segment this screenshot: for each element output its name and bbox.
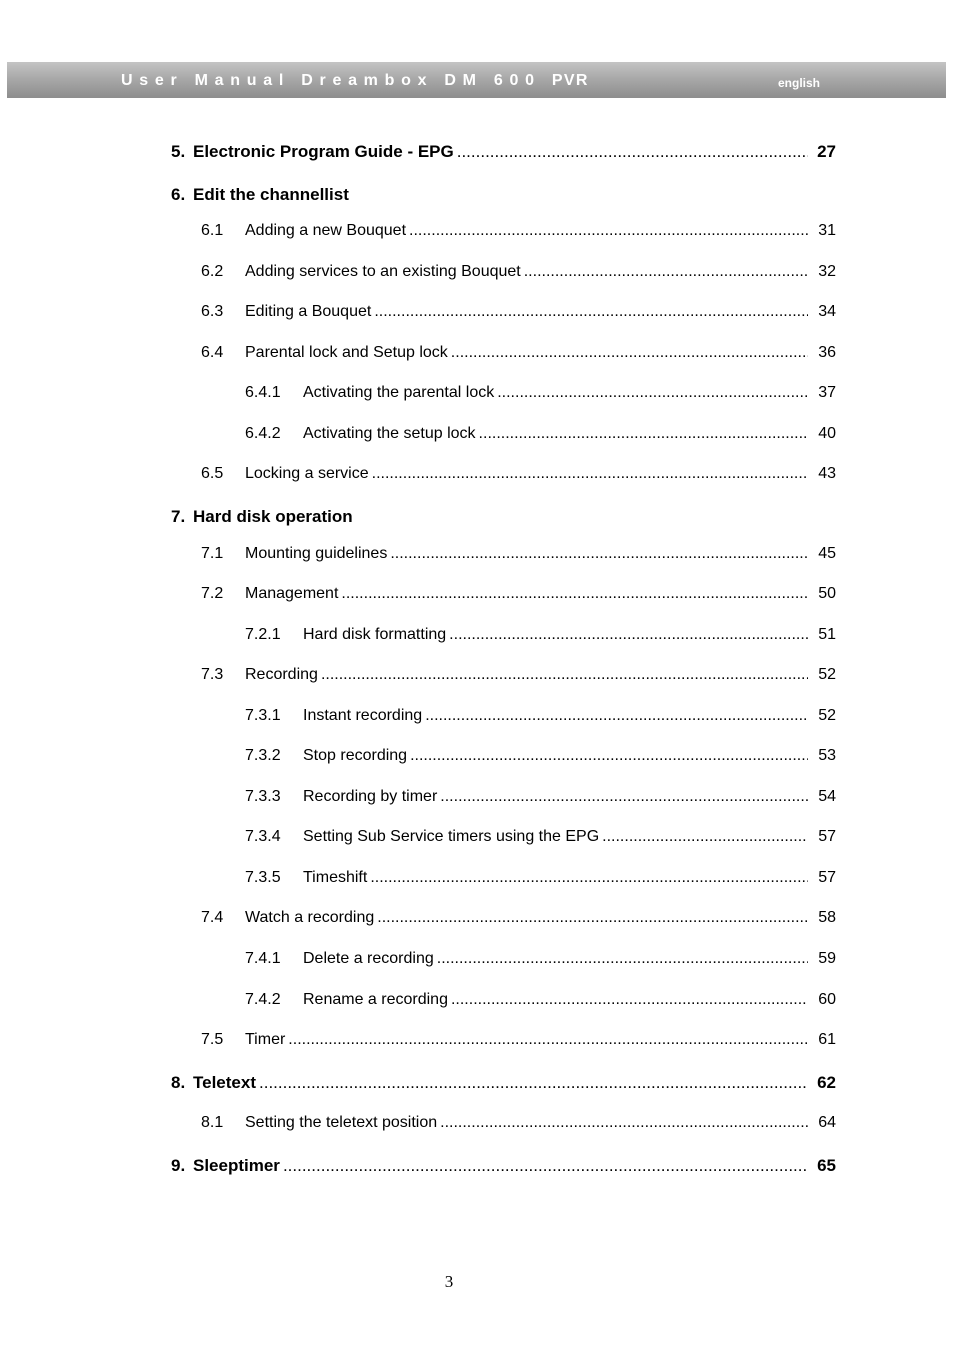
toc-entry-title: Adding services to an existing Bouquet: [245, 263, 521, 280]
toc-entry-number: 6.2: [201, 263, 224, 280]
toc-entry-page: 34: [818, 303, 836, 320]
toc-entry-title: Timeshift: [303, 869, 368, 886]
toc-entry-title: Edit the channellist: [193, 185, 349, 204]
toc-entry-number: 7.: [171, 507, 186, 526]
toc-entry: [0, 950, 954, 972]
toc-entry-page: 54: [818, 788, 836, 805]
toc-leader-dots: [288, 1031, 808, 1049]
toc-entry: [0, 626, 954, 648]
toc-entry-number: 7.3.5: [245, 869, 281, 886]
toc-entry: [0, 303, 954, 325]
toc-leader-dots: [409, 222, 808, 240]
page-number: 3: [444, 1272, 454, 1291]
toc-entry-page: 57: [818, 828, 836, 845]
toc-entry-title: Parental lock and Setup lock: [245, 344, 448, 361]
toc-entry-number: 6.4.2: [245, 425, 281, 442]
toc-entry-page: 32: [818, 263, 836, 280]
toc-leader-dots: [390, 545, 808, 563]
toc-entry-number: 7.4.2: [245, 991, 281, 1008]
toc-entry-title: Recording by timer: [303, 788, 438, 805]
page-header: [7, 62, 946, 98]
toc-entry-number: 6.3: [201, 303, 224, 320]
toc-leader-dots: [602, 828, 808, 846]
toc-leader-dots: [457, 142, 808, 162]
toc-entry: [0, 747, 954, 769]
toc-entry-page: 60: [818, 991, 836, 1008]
toc-entry-title: Locking a service: [245, 465, 369, 482]
toc-entry: [0, 909, 954, 931]
toc-entry: [0, 1031, 954, 1053]
toc-leader-dots: [479, 425, 808, 443]
toc-entry-title: Rename a recording: [303, 991, 448, 1008]
toc-entry-title: Instant recording: [303, 707, 423, 724]
toc-leader-dots: [377, 909, 808, 927]
toc-leader-dots: [440, 788, 808, 806]
toc-entry-number: 7.3.2: [245, 747, 281, 764]
toc-entry-page: 62: [817, 1073, 836, 1092]
toc-leader-dots: [374, 303, 808, 321]
toc-leader-dots: [449, 626, 808, 644]
manual-title: [121, 72, 589, 90]
toc-leader-dots: [372, 465, 808, 483]
toc-entry: [0, 425, 954, 447]
toc-entry-title: Editing a Bouquet: [245, 303, 372, 320]
toc-leader-dots: [524, 263, 808, 281]
toc-entry-title: Adding a new Bouquet: [245, 222, 407, 239]
toc-entry-title: Watch a recording: [245, 909, 375, 926]
toc-entry-number: 7.3.4: [245, 828, 281, 845]
toc-leader-dots: [451, 344, 808, 362]
toc-entry-page: 65: [817, 1156, 836, 1175]
toc-entry-title: Sleeptimer: [193, 1156, 280, 1175]
toc-entry-title: Electronic Program Guide - EPG: [193, 142, 454, 161]
toc-entry: [0, 666, 954, 688]
toc-entry: [0, 869, 954, 891]
toc-entry-number: 8.1: [201, 1114, 224, 1131]
toc-entry-number: 7.3.3: [245, 788, 281, 805]
toc-entry-number: 6.4: [201, 344, 224, 361]
toc-entry-title: Setting the teletext position: [245, 1114, 438, 1131]
toc-leader-dots: [259, 1073, 808, 1093]
toc-entry-page: 52: [818, 707, 836, 724]
toc-entry-page: 37: [818, 384, 836, 401]
toc-entry-title: Mounting guidelines: [245, 545, 388, 562]
toc-entry: [0, 1073, 954, 1095]
toc-entry: [0, 991, 954, 1013]
toc-entry-number: 7.3.1: [245, 707, 281, 724]
toc-entry-title: Hard disk operation: [193, 507, 353, 526]
toc-entry-number: 8.: [171, 1073, 186, 1092]
toc-entry-page: 52: [818, 666, 836, 683]
toc-entry-number: 5.: [171, 142, 186, 161]
toc-entry-number: 7.2: [201, 585, 224, 602]
toc-entry-page: 50: [818, 585, 836, 602]
toc-entry-number: 6.: [171, 185, 186, 204]
toc-entry-page: 31: [818, 222, 836, 239]
toc-entry-number: 6.5: [201, 465, 224, 482]
toc-entry-number: 6.4.1: [245, 384, 281, 401]
toc-entry-number: 7.5: [201, 1031, 224, 1048]
toc-entry: [0, 222, 954, 244]
toc-leader-dots: [321, 666, 808, 684]
toc-leader-dots: [497, 384, 808, 402]
toc-leader-dots: [437, 950, 808, 968]
toc-entry-page: 57: [818, 869, 836, 886]
toc-entry: [0, 384, 954, 406]
toc-entry: [0, 185, 954, 207]
toc-entry-page: 61: [818, 1031, 836, 1048]
language-label: english: [778, 76, 821, 90]
toc-leader-dots: [440, 1114, 808, 1132]
toc-leader-dots: [451, 991, 808, 1009]
toc-entry-page: 40: [818, 425, 836, 442]
toc-entry: [0, 707, 954, 729]
toc-entry-page: 51: [818, 626, 836, 643]
toc-entry: [0, 1114, 954, 1136]
manual-title-suffix: PVR: [551, 72, 589, 89]
toc-entry-title: Stop recording: [303, 747, 408, 764]
toc-entry: [0, 465, 954, 487]
toc-entry-page: 53: [818, 747, 836, 764]
toc-leader-dots: [425, 707, 808, 725]
toc-entry: [0, 142, 954, 164]
toc-entry-number: 6.1: [201, 222, 224, 239]
toc-entry-title: Management: [245, 585, 339, 602]
toc-entry-title: Delete a recording: [303, 950, 434, 967]
toc-entry-page: 36: [818, 344, 836, 361]
toc-entry-title: Activating the setup lock: [303, 425, 476, 442]
toc-entry-page: 43: [818, 465, 836, 482]
toc-entry: [0, 1156, 954, 1178]
toc-entry-title: Timer: [245, 1031, 286, 1048]
toc-entry: [0, 585, 954, 607]
toc-entry-title: Teletext: [193, 1073, 256, 1092]
toc-entry-title: Recording: [245, 666, 318, 683]
toc-entry-page: 58: [818, 909, 836, 926]
toc-entry: [0, 507, 954, 529]
toc-entry-title: Hard disk formatting: [303, 626, 447, 643]
toc-entry-number: 7.1: [201, 545, 224, 562]
toc-entry-number: 7.4.1: [245, 950, 281, 967]
toc-leader-dots: [283, 1156, 808, 1176]
toc-entry: [0, 263, 954, 285]
toc-entry: [0, 788, 954, 810]
toc-entry-number: 7.3: [201, 666, 224, 683]
toc-leader-dots: [341, 585, 808, 603]
manual-title-text: User Manual Dreambox DM 600: [121, 72, 541, 89]
toc-entry-title: Activating the parental lock: [303, 384, 495, 401]
toc-entry-page: 64: [818, 1114, 836, 1131]
toc-entry-title: Setting Sub Service timers using the EPG: [303, 828, 600, 845]
toc-entry: [0, 545, 954, 567]
toc-leader-dots: [370, 869, 808, 887]
toc-entry-number: 7.4: [201, 909, 224, 926]
toc-entry-page: 27: [817, 142, 836, 161]
toc-entry: [0, 828, 954, 850]
toc-leader-dots: [410, 747, 808, 765]
toc-entry-number: 7.2.1: [245, 626, 281, 643]
toc-entry: [0, 344, 954, 366]
toc-entry-page: 59: [818, 950, 836, 967]
toc-entry-page: 45: [818, 545, 836, 562]
toc-entry-number: 9.: [171, 1156, 186, 1175]
